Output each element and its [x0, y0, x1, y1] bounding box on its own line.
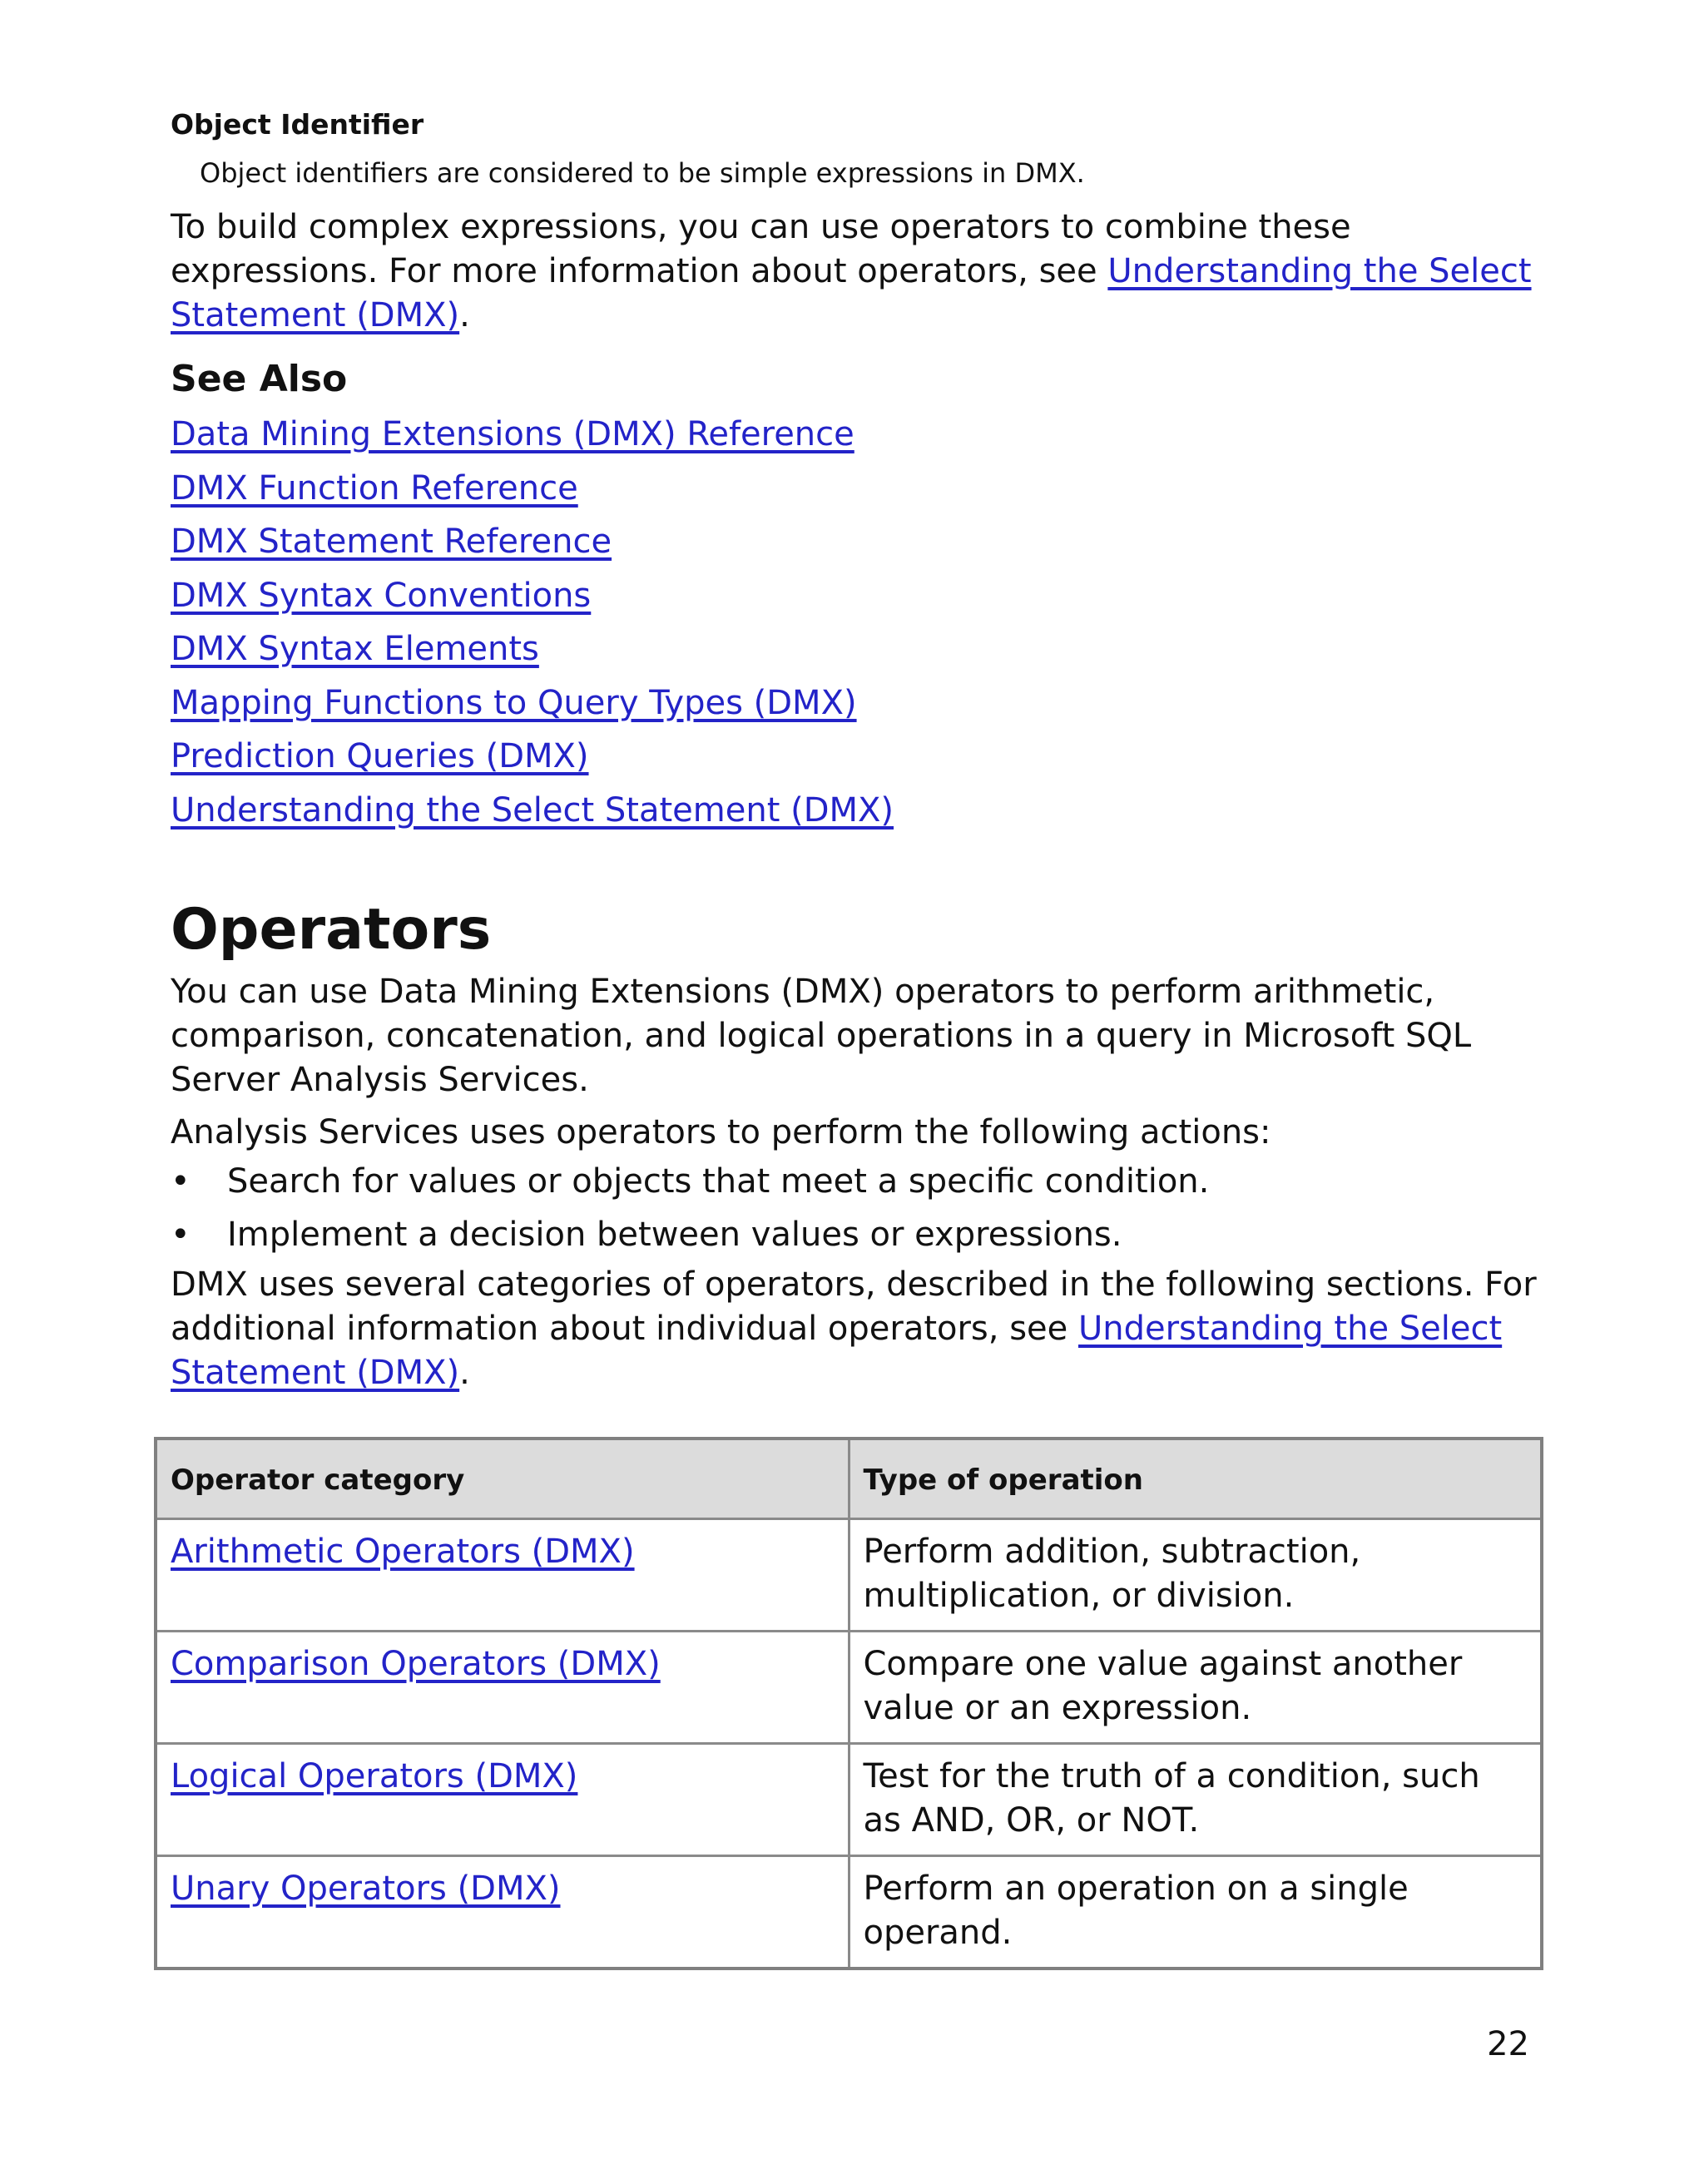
- understanding-select-link[interactable]: Understanding the Select Statement (DMX): [171, 1310, 1503, 1392]
- operation-cell: Perform addition, subtraction, multiplication, or division.: [849, 1519, 1542, 1632]
- operators-categories-paragraph: [171, 1263, 1543, 1395]
- operators-intro: You can use Data Mining Extensions (DMX) operators to perform arithmetic, comparison, concatenation, and logical operations in a query in Microsoft SQL Server Analysis Services.: [171, 973, 1472, 1099]
- object-identifier-description: Object identifiers are considered to be simple expressions in DMX.: [200, 157, 1085, 189]
- complex-expressions-tail: .: [459, 296, 470, 334]
- list-item: [171, 1155, 1543, 1208]
- logical-operators-link[interactable]: Logical Operators (DMX): [171, 1757, 578, 1795]
- category-cell: [156, 1744, 849, 1856]
- see-also-item: [171, 515, 1543, 569]
- table-row: [156, 1744, 1542, 1856]
- operation-cell: Test for the truth of a condition, such as AND, OR, or NOT.: [849, 1744, 1542, 1856]
- see-also-link-statement-reference[interactable]: DMX Statement Reference: [171, 522, 612, 561]
- bullet-icon: •: [171, 1162, 191, 1201]
- operators-bullet-list: [171, 1155, 1543, 1261]
- complex-expressions-paragraph: [171, 206, 1543, 338]
- list-item: [171, 1208, 1543, 1261]
- operators-heading: Operators: [171, 897, 492, 963]
- operation-cell: Perform an operation on a single operand.: [849, 1856, 1542, 1969]
- table-header-row: [156, 1439, 1542, 1519]
- see-also-link-syntax-conventions[interactable]: DMX Syntax Conventions: [171, 576, 592, 615]
- see-also-item: [171, 676, 1543, 730]
- category-cell: [156, 1519, 849, 1632]
- category-cell: [156, 1856, 849, 1969]
- see-also-list: [171, 408, 1543, 837]
- understanding-select-link[interactable]: Understanding the Select Statement (DMX): [171, 252, 1532, 334]
- table-row: [156, 1519, 1542, 1632]
- see-also-link-dmx-reference[interactable]: Data Mining Extensions (DMX) Reference: [171, 415, 854, 453]
- complex-expressions-text: To build complex expressions, you can use operators to combine these expressions. For more information about operators, see: [171, 208, 1351, 290]
- table-row: [156, 1632, 1542, 1744]
- header-type-of-operation: Type of operation: [849, 1439, 1542, 1519]
- object-identifier-title: Object Identifier: [171, 108, 424, 141]
- see-also-link-function-reference[interactable]: DMX Function Reference: [171, 468, 578, 508]
- see-also-link-prediction-queries[interactable]: Prediction Queries (DMX): [171, 737, 589, 775]
- bullet-icon: •: [171, 1216, 191, 1254]
- see-also-item: [171, 408, 1543, 462]
- operators-actions-intro: Analysis Services uses operators to perform the following actions:: [171, 1113, 1271, 1151]
- see-also-item: [171, 622, 1543, 676]
- comparison-operators-link[interactable]: Comparison Operators (DMX): [171, 1645, 661, 1683]
- see-also-item: [171, 569, 1543, 623]
- see-also-link-understanding-select[interactable]: Understanding the Select Statement (DMX): [171, 790, 894, 830]
- arithmetic-operators-link[interactable]: Arithmetic Operators (DMX): [171, 1533, 635, 1571]
- unary-operators-link[interactable]: Unary Operators (DMX): [171, 1870, 561, 1908]
- page-number: 22: [1487, 2025, 1529, 2063]
- see-also-heading: See Also: [171, 358, 348, 400]
- categories-tail: .: [459, 1354, 470, 1392]
- see-also-item: [171, 784, 1543, 838]
- operator-category-table: [154, 1437, 1543, 1970]
- see-also-link-mapping-functions[interactable]: Mapping Functions to Query Types (DMX): [171, 683, 857, 722]
- bullet-text: Search for values or objects that meet a specific condition.: [227, 1162, 1210, 1201]
- bullet-text: Implement a decision between values or expressions.: [227, 1216, 1122, 1254]
- see-also-item: [171, 730, 1543, 784]
- see-also-link-syntax-elements[interactable]: DMX Syntax Elements: [171, 630, 539, 668]
- see-also-item: [171, 462, 1543, 516]
- table-row: [156, 1856, 1542, 1969]
- category-cell: [156, 1632, 849, 1744]
- categories-text: DMX uses several categories of operators, described in the following sections. For additional information about individual operators, see: [171, 1265, 1537, 1348]
- document-page: [171, 104, 1543, 1395]
- operation-cell: Compare one value against another value or an expression.: [849, 1632, 1542, 1744]
- header-operator-category: Operator category: [156, 1439, 849, 1519]
